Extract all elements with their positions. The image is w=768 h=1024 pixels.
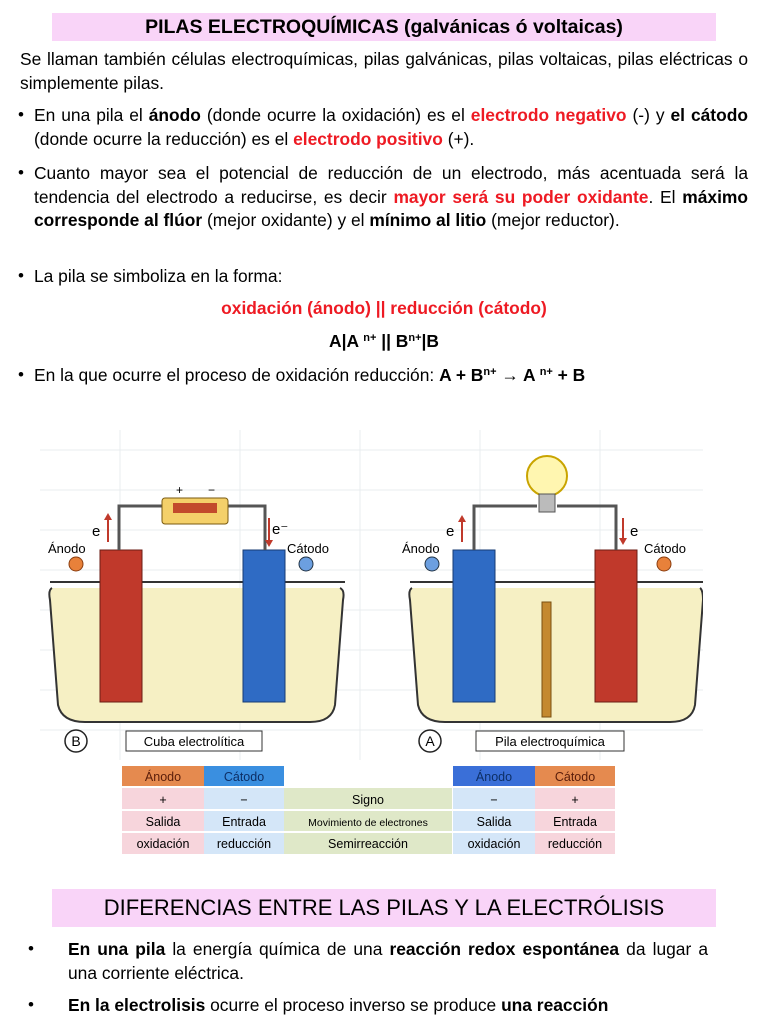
text: A|A — [329, 331, 364, 351]
table-cell: Salida — [145, 815, 181, 829]
text: (mejor oxidante) y el — [202, 210, 370, 230]
table-header-anodo: Ánodo — [144, 770, 182, 784]
term-poder-oxidante: mayor será su poder oxidante — [393, 186, 649, 207]
term-electrodo-negativo: electrodo negativo — [470, 105, 627, 125]
table-cell: Salida — [476, 815, 512, 829]
table-header-anodo: Ánodo — [475, 770, 513, 784]
anode-electrode-left — [100, 550, 142, 702]
electron-label: e — [446, 523, 455, 540]
beaker-left — [49, 588, 343, 722]
letter-a: A — [425, 733, 435, 749]
superscript: n+ — [363, 332, 377, 344]
bullet-marker: • — [18, 266, 24, 285]
text: |B — [421, 331, 439, 351]
table-cell: + — [571, 793, 579, 807]
anode-electrode-right — [453, 550, 495, 702]
term-fluor: máximo corresponde al flúor — [34, 186, 748, 230]
table-cell: − — [240, 793, 248, 807]
table-cell: + — [159, 793, 167, 807]
term-redox-espontanea: reacción redox espontánea — [389, 939, 620, 959]
formula-label: oxidación (ánodo) || reducción (cátodo) — [221, 298, 547, 318]
intro-paragraph: Se llaman también células electroquímicas, pilas galvánicas, pilas voltaicas, pilas eléctricas o simplemente pilas. — [20, 49, 748, 93]
text: A + B — [439, 365, 484, 385]
anode-label: Ánodo — [48, 541, 86, 556]
table-cell: oxidación — [136, 837, 190, 851]
text: (mejor reductor). — [486, 210, 620, 230]
caption-galvanic: Pila electroquímica — [495, 734, 605, 749]
cathode-electrode-left — [243, 550, 285, 702]
term-electrodo-positivo: electrodo positivo — [293, 128, 443, 149]
superscript: n+ — [408, 332, 422, 344]
section-title: DIFERENCIAS ENTRE LAS PILAS Y LA ELECTRÓLISIS — [52, 889, 716, 927]
lightbulb-base — [539, 494, 555, 512]
bullet-marker: • — [18, 105, 24, 124]
term-catodo: el cátodo — [670, 105, 748, 125]
table-cell: − — [490, 793, 498, 807]
positive-ion-icon — [657, 557, 671, 571]
electron-label: e — [92, 523, 101, 540]
bullet-potencial — [34, 162, 748, 233]
table-cell: Entrada — [553, 815, 597, 829]
table-cell: Semirreacción — [328, 837, 408, 851]
table-cell: oxidación — [467, 837, 521, 851]
text: (donde ocurre la oxidación) es el — [200, 105, 471, 125]
electron-label: e⁻ — [272, 521, 289, 538]
table-header-catodo: Cátodo — [554, 770, 596, 784]
text: la energía química de una — [165, 939, 390, 959]
salt-bridge — [542, 602, 551, 717]
text: En una pila el — [34, 105, 149, 125]
cathode-electrode-right — [595, 550, 637, 702]
bullet-reaccion — [34, 364, 748, 388]
battery-label — [173, 503, 217, 513]
bullet-marker: • — [28, 939, 34, 958]
term-electrolisis: En la electrolisis — [68, 995, 206, 1015]
cathode-label: Cátodo — [287, 541, 329, 556]
battery-plus: + — [176, 483, 184, 497]
text: + B — [552, 365, 586, 385]
table-cell: Movimiento de electrones — [308, 817, 428, 829]
superscript: n+ — [483, 366, 497, 378]
negative-ion-icon — [299, 557, 313, 571]
anode-label: Ánodo — [402, 541, 440, 556]
table-cell: reducción — [547, 837, 603, 851]
table-cell: Entrada — [222, 815, 266, 829]
lightbulb-icon — [527, 456, 567, 496]
term-pila: En una pila — [68, 939, 166, 959]
letter-b: B — [71, 733, 81, 749]
positive-ion-icon — [69, 557, 83, 571]
superscript: n+ — [539, 366, 553, 378]
bullet-electrolisis — [68, 994, 708, 1018]
text: (-) y — [626, 105, 671, 125]
formula-notation — [0, 331, 768, 352]
page-title: PILAS ELECTROQUÍMICAS (galvánicas ó voltaicas) — [52, 13, 716, 41]
bullet-simboliza: La pila se simboliza en la forma: — [34, 266, 283, 286]
equation — [439, 365, 585, 385]
text: En la que ocurre el proceso de oxidación reducción: — [34, 365, 440, 385]
text: (donde ocurre la reducción) es el — [34, 128, 294, 149]
electrochemistry-figure — [40, 430, 703, 858]
cathode-label: Cátodo — [644, 541, 686, 556]
table-header-catodo: Cátodo — [223, 770, 265, 784]
bullet-marker: • — [28, 995, 34, 1014]
table-cell: reducción — [216, 837, 272, 851]
bullet-marker: • — [18, 163, 24, 182]
caption-electrolytic: Cuba electrolítica — [143, 734, 245, 749]
text: . El — [648, 186, 683, 207]
text: → A — [496, 365, 540, 385]
table-cell: Signo — [352, 793, 384, 807]
battery-minus: − — [208, 483, 216, 497]
text: || B — [376, 331, 409, 351]
term-reaccion: una reacción — [501, 995, 609, 1015]
bullet-anodo-catodo — [34, 104, 748, 151]
text: (+). — [442, 128, 475, 149]
electron-label: e — [630, 523, 639, 540]
term-litio: mínimo al litio — [369, 210, 487, 230]
text: ocurre el proceso inverso se produce — [205, 995, 502, 1015]
term-anodo: ánodo — [148, 105, 201, 125]
bullet-pila — [68, 938, 708, 985]
text: Cuanto mayor sea el potencial de reducción de un electrodo, más acentuada será la tendencia del electrodo a reducirse, es decir — [34, 163, 748, 207]
text: da lugar a una corriente eléctrica. — [68, 939, 709, 983]
negative-ion-icon — [425, 557, 439, 571]
bullet-marker: • — [18, 365, 24, 384]
